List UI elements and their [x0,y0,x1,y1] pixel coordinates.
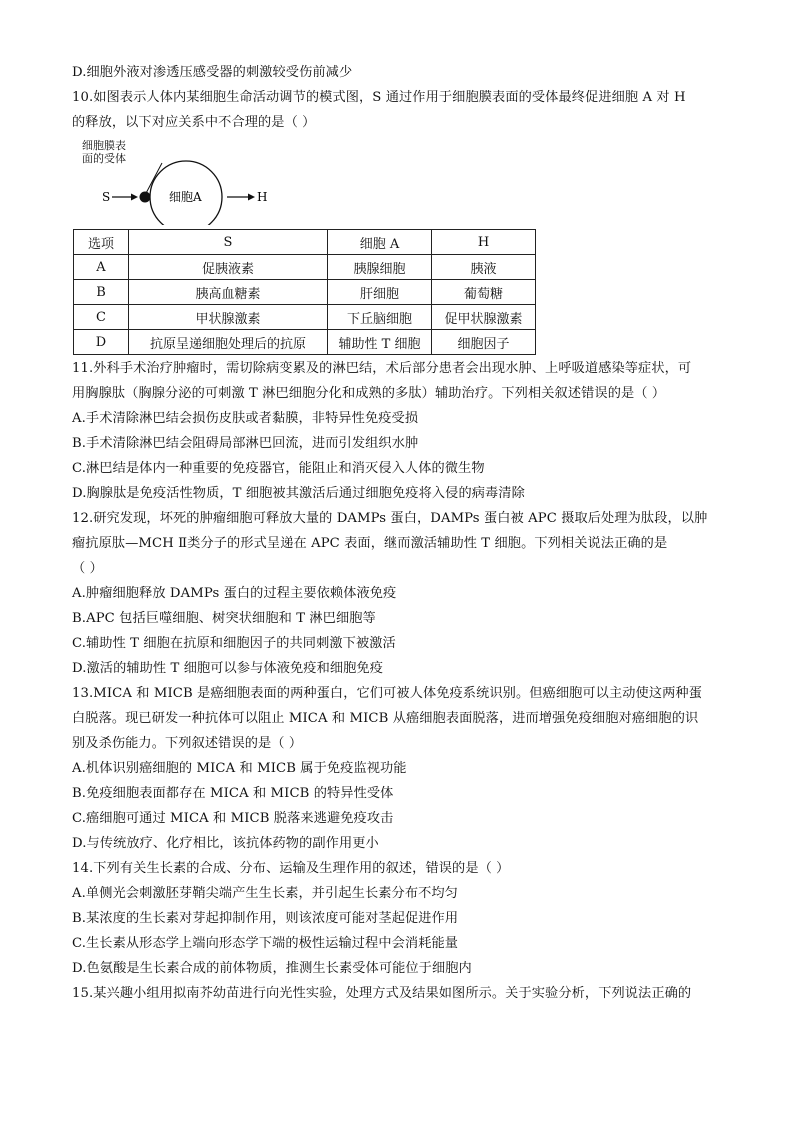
table-row [74,305,536,330]
table-cell: 胰高血糖素 [129,280,328,305]
table-row [74,280,536,305]
option-line: A.手术清除淋巴结会损伤皮肤或者黏膜，非特异性免疫受损 [72,411,419,426]
question-13-stem-cont: 别及杀伤能力。下列叙述错误的是（ ） [72,736,303,751]
table-cell: 促甲状腺激素 [432,305,536,330]
option-line: B.免疫细胞表面都存在 MICA 和 MICB 的特异性受体 [72,786,394,801]
option-line: D.色氨酸是生长素合成的前体物质，推测生长素受体可能位于细胞内 [72,961,472,976]
question-12-stem-cont: （ ） [72,561,103,576]
option-line: A.单侧光会刺激胚芽鞘尖端产生生长素，并引起生长素分布不均匀 [72,886,458,901]
text-line: D.细胞外液对渗透压感受器的刺激较受伤前减少 [72,65,353,80]
option-line: C.辅助性 T 细胞在抗原和细胞因子的共同刺激下被激活 [72,636,396,651]
question-14-stem: 14.下列有关生长素的合成、分布、运输及生理作用的叙述，错误的是（ ） [72,861,510,876]
table-header-cell: 选项 [74,230,129,255]
option-line: C.生长素从形态学上端向形态学下端的极性运输过程中会消耗能量 [72,936,459,951]
option-line: A.机体识别癌细胞的 MICA 和 MICB 属于免疫监视功能 [72,761,407,776]
question-13-stem: 13.MICA 和 MICB 是癌细胞表面的两种蛋白，它们可被人体免疫系统识别。但癌细胞可以主动使这两种蛋 [72,686,702,701]
h-label: H [257,190,268,204]
table-cell: D [74,330,129,355]
question-10-stem-cont: 的释放，以下对应关系中不合理的是（ ） [72,115,316,130]
table-cell: C [74,305,129,330]
s-arrow-head [131,194,138,201]
table-header-cell: S [129,230,328,255]
table-cell: 抗原呈递细胞处理后的抗原 [129,330,328,355]
table-cell: 胰腺细胞 [328,255,432,280]
question-15-stem: 15.某兴趣小组用拟南芥幼苗进行向光性实验，处理方式及结果如图所示。关于实验分析，下列说法正确的 [72,986,692,1001]
question-11-stem: 11.外科手术治疗肿瘤时，需切除病变累及的淋巴结，术后部分患者会出现水肿、上呼吸道感染等症状，可 [72,361,692,376]
option-line: B.某浓度的生长素对芽起抑制作用，则该浓度可能对茎起促进作用 [72,911,459,926]
option-line: D.激活的辅助性 T 细胞可以参与体液免疫和细胞免疫 [72,661,384,676]
table-cell: 促胰液素 [129,255,328,280]
question-13-stem-cont: 白脱落。现已研发一种抗体可以阻止 MICA 和 MICB 从癌细胞表面脱落，进而增强免疫细胞对癌细胞的识 [72,711,699,726]
table-header-cell: H [432,230,536,255]
option-line: B.APC 包括巨噬细胞、树突状细胞和 T 淋巴细胞等 [72,611,376,626]
text-block-top [72,60,727,135]
table-cell: B [74,280,129,305]
table-cell: 甲状腺激素 [129,305,328,330]
option-line: D.与传统放疗、化疗相比，该抗体药物的副作用更小 [72,836,379,851]
table-cell: 下丘脑细胞 [328,305,432,330]
table-row [74,255,536,280]
table-cell: 葡萄糖 [432,280,536,305]
cell-regulation-diagram [72,137,272,225]
h-arrow-head [248,194,255,201]
receptor-label: 细胞膜表 面的受体 [82,139,126,165]
table-cell: 胰液 [432,255,536,280]
text-block-bottom [72,356,727,1006]
s-label: S [102,190,111,204]
question-12-stem: 12.研究发现，坏死的肿瘤细胞可释放大量的 DAMPs 蛋白，DAMPs 蛋白被 APC 摄取后处理为肽段，以肿 [72,511,708,526]
question-10-stem: 10.如图表示人体内某细胞生命活动调节的模式图，S 通过作用于细胞膜表面的受体最终促进细胞 A 对 H [72,90,686,105]
answer-table [73,229,536,355]
table-cell: 细胞因子 [432,330,536,355]
option-line: B.手术清除淋巴结会阻碍局部淋巴回流，进而引发组织水肿 [72,436,419,451]
table-header-cell: 细胞 A [328,230,432,255]
question-12-stem-cont: 瘤抗原肽—MCH Ⅱ类分子的形式呈递在 APC 表面，继而激活辅助性 T 细胞。下列相关说法正确的是 [72,536,668,551]
table-header-row [74,230,536,255]
table-cell: A [74,255,129,280]
option-line: C.癌细胞可通过 MICA 和 MICB 脱落来逃避免疫攻击 [72,811,394,826]
question-11-stem-cont: 用胸腺肽（胸腺分泌的可刺激 T 淋巴细胞分化和成熟的多肽）辅助治疗。下列相关叙述错误的是（ ） [72,386,666,401]
table-cell: 肝细胞 [328,280,432,305]
table-cell: 辅助性 T 细胞 [328,330,432,355]
table-row [74,330,536,355]
option-line: C.淋巴结是体内一种重要的免疫器官，能阻止和消灭侵入人体的微生物 [72,461,485,476]
option-line: D.胸腺肽是免疫活性物质，T 细胞被其激活后通过细胞免疫将入侵的病毒清除 [72,486,525,501]
exam-page [72,60,727,1006]
option-line: A.肿瘤细胞释放 DAMPs 蛋白的过程主要依赖体液免疫 [72,586,397,601]
cell-a-label: 细胞A [169,190,202,204]
receptor-dot [140,192,151,203]
